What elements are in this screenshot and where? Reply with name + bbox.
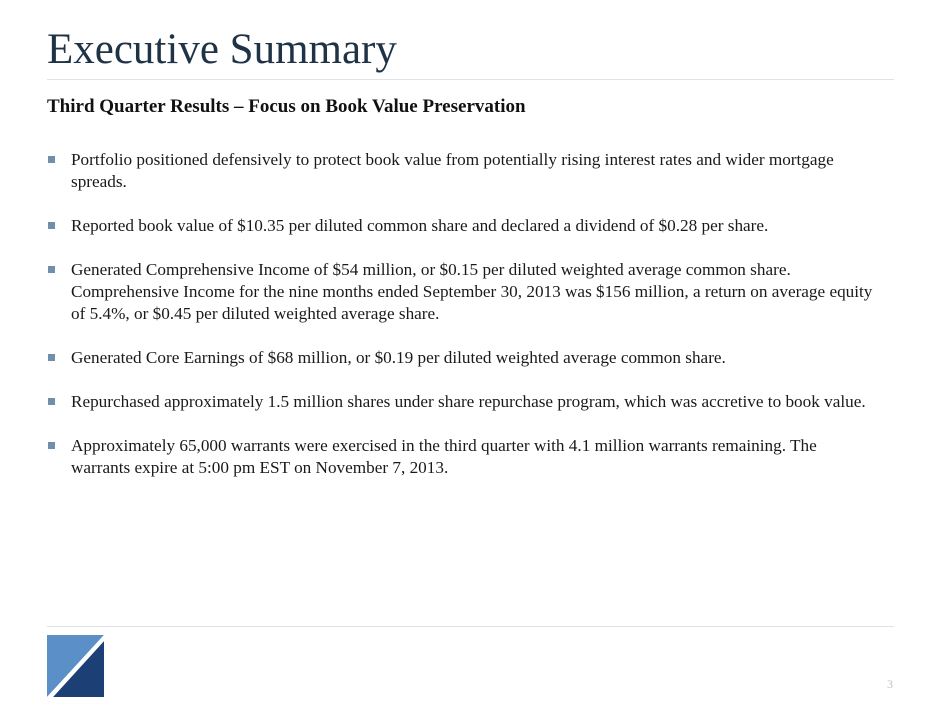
page-number: 3 bbox=[887, 677, 893, 691]
company-logo-icon bbox=[47, 635, 104, 697]
section-subtitle: Third Quarter Results – Focus on Book Value Preservation bbox=[47, 96, 526, 117]
square-bullet-icon bbox=[48, 442, 55, 449]
bullet-item bbox=[47, 391, 877, 413]
bullet-text: Reported book value of $10.35 per diluted common share and declared a dividend of $0.28 per share. bbox=[71, 216, 769, 235]
bullet-text: Portfolio positioned defensively to protect book value from potentially rising interest rates and wider mortgage spreads. bbox=[71, 150, 834, 191]
bullet-item bbox=[47, 347, 877, 369]
footer-divider bbox=[47, 626, 894, 627]
title-divider bbox=[47, 79, 894, 80]
bullet-item bbox=[47, 259, 877, 325]
bullet-item bbox=[47, 149, 877, 193]
bullet-text: Approximately 65,000 warrants were exercised in the third quarter with 4.1 million warrants remaining. The warrants expire at 5:00 pm EST on November 7, 2013. bbox=[71, 436, 817, 477]
bullet-list bbox=[47, 149, 877, 501]
bullet-text: Generated Comprehensive Income of $54 million, or $0.15 per diluted weighted average common share. Comprehensive Income for the nine months ended September 30, 2013 was $156 million, a return on average equity of 5.4%, or $0.45 per diluted weighted average share. bbox=[71, 260, 873, 323]
bullet-item bbox=[47, 215, 877, 237]
bullet-text: Repurchased approximately 1.5 million shares under share repurchase program, which was accretive to book value. bbox=[71, 392, 866, 411]
square-bullet-icon bbox=[48, 354, 55, 361]
bullet-item bbox=[47, 435, 877, 479]
square-bullet-icon bbox=[48, 266, 55, 273]
square-bullet-icon bbox=[48, 398, 55, 405]
square-bullet-icon bbox=[48, 156, 55, 163]
square-bullet-icon bbox=[48, 222, 55, 229]
bullet-text: Generated Core Earnings of $68 million, or $0.19 per diluted weighted average common share. bbox=[71, 348, 726, 367]
slide-title: Executive Summary bbox=[47, 26, 397, 73]
